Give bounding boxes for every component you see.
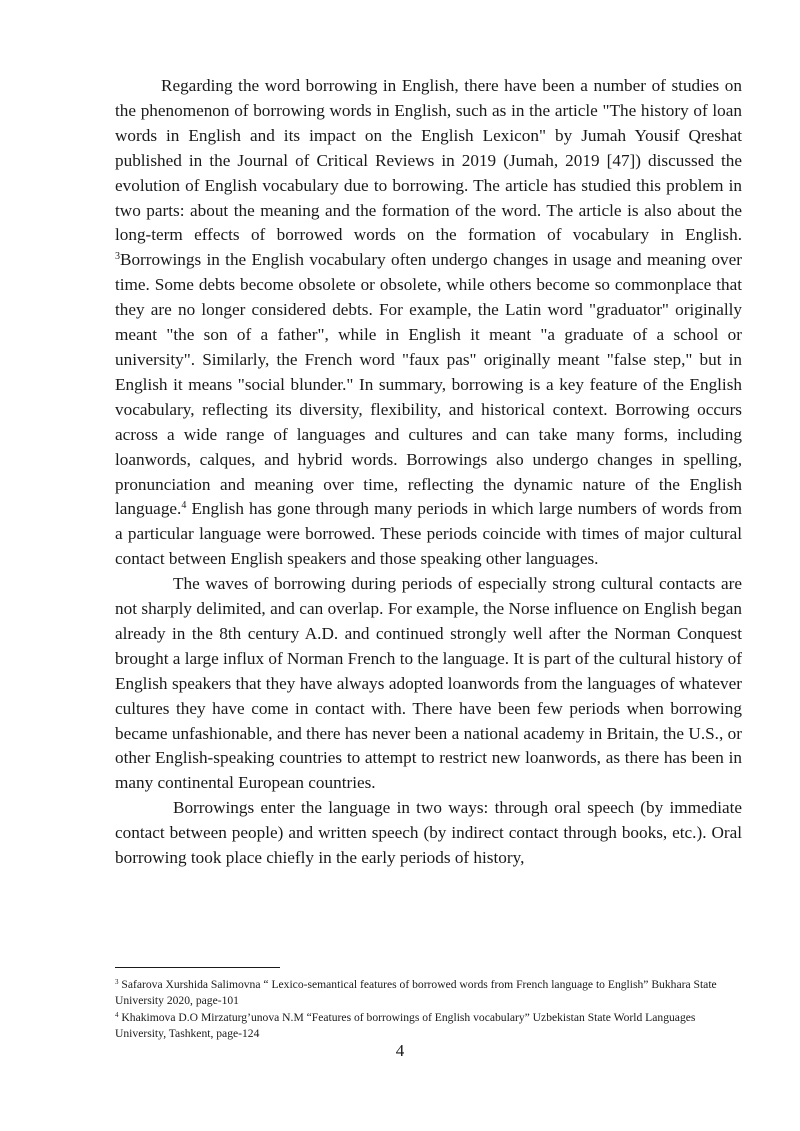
footnote-ref-4[interactable]: 4: [181, 500, 187, 512]
footnote-4: [115, 1010, 742, 1043]
paragraph-1-part-3: English has gone through many periods in which large numbers of words from a particular language were borrowed. These periods coincide with times of major cultural contact between English speakers and those speaking other languages.: [115, 499, 742, 569]
page-number: 4: [395, 1041, 405, 1060]
footnote-text-4: Khakimova D.O Mirzaturg’unova N.M “Features of borrowings of English vocabulary” Uzbekistan State World Languages University, Tashkent, page-124: [115, 1010, 696, 1040]
footnote-ref-3[interactable]: 3: [115, 251, 120, 263]
paragraph-2: The waves of borrowing during periods of especially strong cultural contacts are not sharply delimited, and can overlap. For example, the Norse influence on English began already in the 8th century A.D. and continued strongly well after the Norman Conquest brought a large influx of Norman French to the language. It is part of the cultural history of English speakers that they have always adopted loanwords from the languages of whatever cultures they have come in contact with. There have been few periods when borrowing became unfashionable, and there has never been a national academy in Britain, the U.S., or other English-speaking countries to attempt to restrict new loanwords, as there has been in many continental European countries.: [115, 574, 742, 793]
footnote-divider: [115, 967, 280, 968]
footnote-3: [115, 977, 742, 1010]
paragraph-1-part-1: Regarding the word borrowing in English, there have been a number of studies on the phenomenon of borrowing words in English, such as in the article "The history of loan words in English and its impact on the English Lexicon" by Jumah Yousif Qreshat published in the Journal of Critical Reviews in 2019 (Jumah, 2019 [47]) discussed the evolution of English vocabulary due to borrowing. The article has studied this problem in two parts: about the meaning and the formation of the word. The article is also about the long-term effects of borrowed words on the formation of vocabulary in English.: [115, 76, 742, 245]
footnote-mark-4: 4: [115, 1010, 119, 1019]
footnote-text-3: Safarova Xurshida Salimovna “ Lexico-semantical features of borrowed words from French language to English” Bukhara State University 2020, page-101: [115, 978, 717, 1008]
paragraph-1-part-2: Borrowings in the English vocabulary often undergo changes in usage and meaning over time. Some debts become obsolete or obsolete, while others become so commonplace that they are no longer considered debts. For example, the Latin word "graduator" originally meant "the son of a father", while in English it meant "a graduate of a school or university". Similarly, the French word "faux pas" originally meant "false step," but in English it means "social blunder." In summary, borrowing is a key feature of the English vocabulary, reflecting its diversity, flexibility, and historical context. Borrowing occurs across a wide range of languages and cultures and can take many forms, including loanwords, calques, and hybrid words. Borrowings also undergo changes in spelling, pronunciation and meaning over time, reflecting the dynamic nature of the English language.: [115, 250, 742, 519]
page-body: [115, 74, 742, 871]
footnote-mark-3: 3: [115, 978, 119, 986]
footnotes: [115, 977, 742, 1042]
paragraph-1: [115, 74, 742, 572]
paragraph-3: Borrowings enter the language in two ways: through oral speech (by immediate contact between people) and written speech (by indirect contact through books, etc.). Oral borrowing took place chiefly in the early periods of history,: [115, 798, 742, 868]
